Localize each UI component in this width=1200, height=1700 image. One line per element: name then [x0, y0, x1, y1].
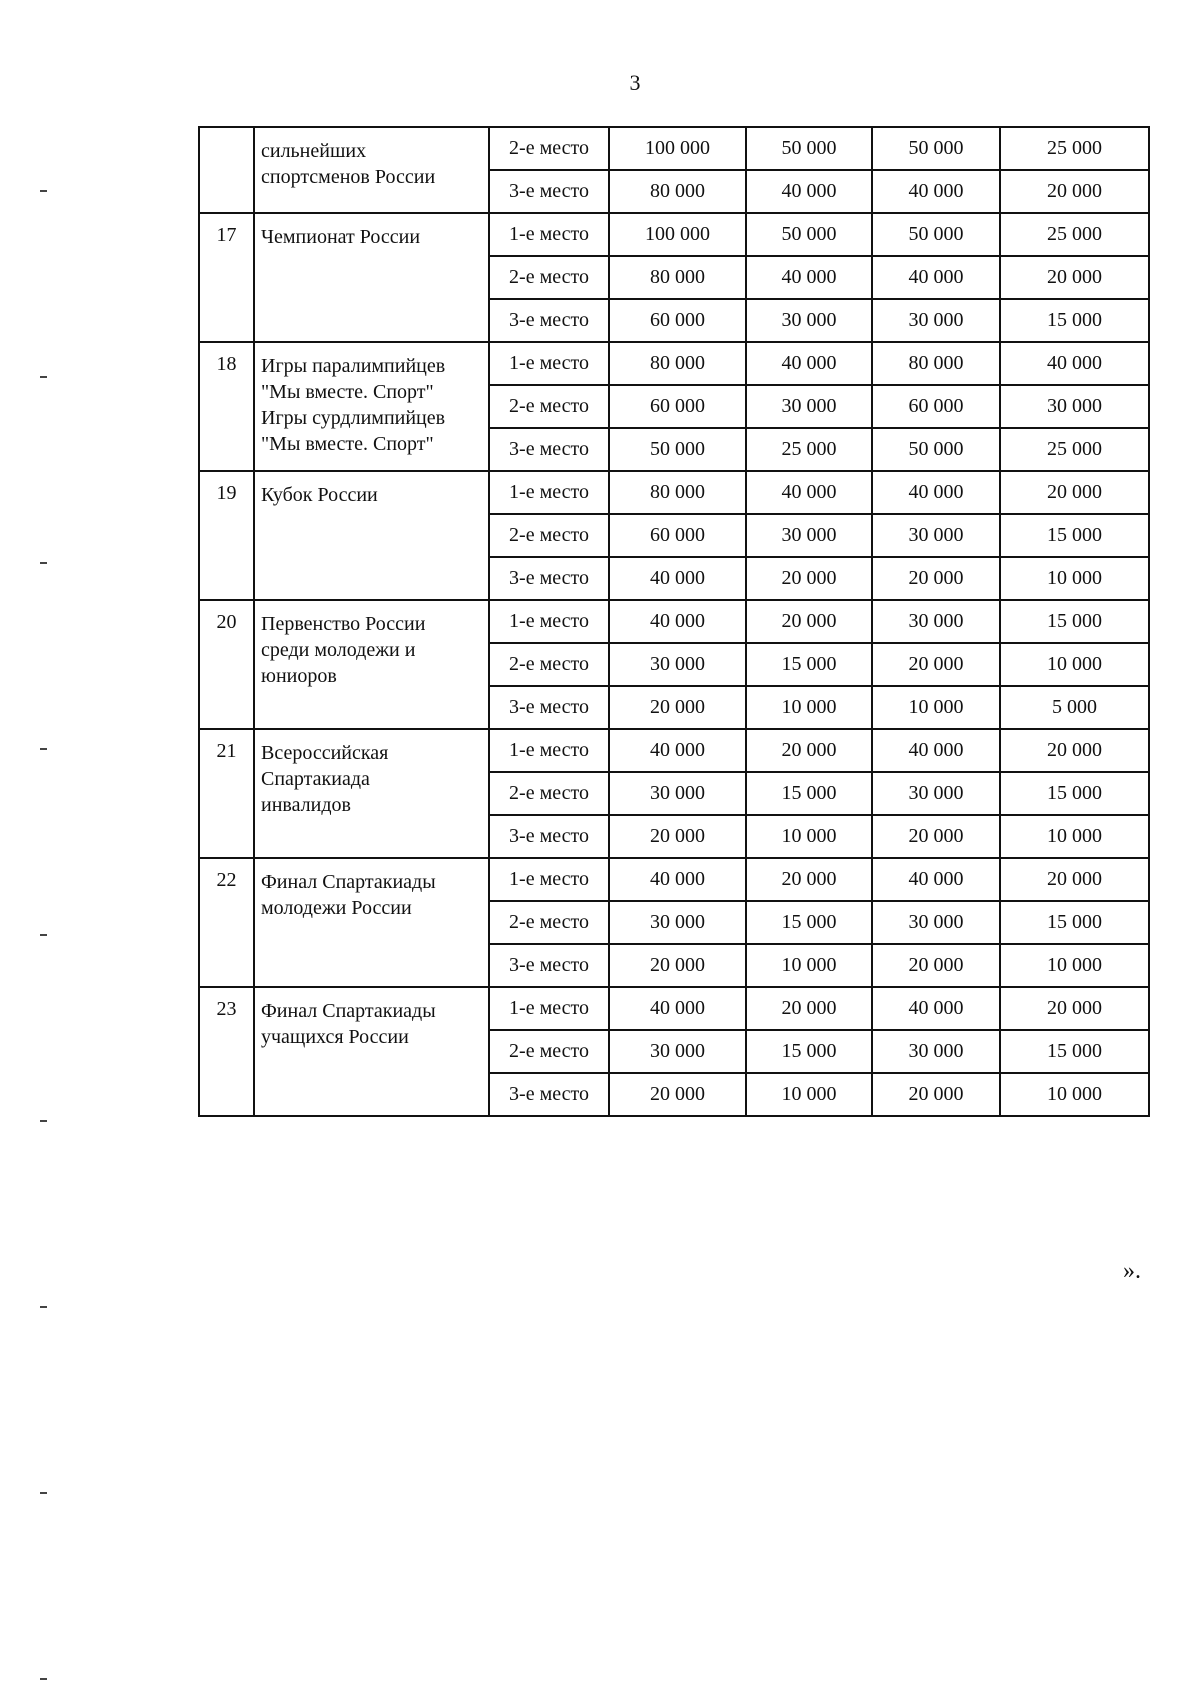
competition-name-cell: Игры паралимпийцев "Мы вместе. Спорт" Игры сурдлимпийцев "Мы вместе. Спорт": [254, 342, 489, 471]
amount-cell: 15 000: [746, 772, 872, 815]
place-cell: 1-е место: [489, 213, 609, 256]
amount-cell: 20 000: [746, 729, 872, 772]
amount-cell: 20 000: [609, 944, 746, 987]
amount-cell: 15 000: [1000, 600, 1149, 643]
competition-name-cell: Чемпионат России: [254, 213, 489, 342]
amount-cell: 80 000: [609, 342, 746, 385]
place-cell: 3-е место: [489, 686, 609, 729]
competition-name-cell: Всероссийская Спартакиада инвалидов: [254, 729, 489, 858]
place-cell: 3-е место: [489, 299, 609, 342]
amount-cell: 20 000: [872, 557, 1000, 600]
scan-speck: [40, 934, 47, 936]
amount-cell: 15 000: [746, 643, 872, 686]
closing-quote-mark: ».: [1123, 1258, 1141, 1284]
amount-cell: 40 000: [872, 170, 1000, 213]
scan-speck: [40, 748, 47, 750]
place-cell: 1-е место: [489, 987, 609, 1030]
amount-cell: 25 000: [1000, 428, 1149, 471]
amount-cell: 20 000: [872, 815, 1000, 858]
amount-cell: 40 000: [872, 987, 1000, 1030]
amount-cell: 50 000: [746, 127, 872, 170]
amount-cell: 20 000: [1000, 170, 1149, 213]
amount-cell: 40 000: [609, 987, 746, 1030]
amount-cell: 30 000: [746, 385, 872, 428]
amount-cell: 50 000: [872, 127, 1000, 170]
amount-cell: 40 000: [746, 170, 872, 213]
amount-cell: 10 000: [746, 1073, 872, 1116]
competition-name-cell: сильнейших спортсменов России: [254, 127, 489, 213]
amount-cell: 50 000: [872, 213, 1000, 256]
amount-cell: 30 000: [872, 299, 1000, 342]
amount-cell: 25 000: [746, 428, 872, 471]
amount-cell: 40 000: [609, 858, 746, 901]
row-number-cell: 22: [199, 858, 254, 987]
competition-name-cell: Финал Спартакиады молодежи России: [254, 858, 489, 987]
amount-cell: 60 000: [609, 299, 746, 342]
amount-cell: 40 000: [872, 858, 1000, 901]
amount-cell: 20 000: [1000, 471, 1149, 514]
place-cell: 3-е место: [489, 944, 609, 987]
amount-cell: 30 000: [1000, 385, 1149, 428]
amount-cell: 40 000: [746, 471, 872, 514]
amount-cell: 30 000: [872, 1030, 1000, 1073]
row-number-cell: 21: [199, 729, 254, 858]
amount-cell: 80 000: [872, 342, 1000, 385]
amount-cell: 10 000: [746, 815, 872, 858]
competition-name-cell: Кубок России: [254, 471, 489, 600]
amount-cell: 40 000: [746, 342, 872, 385]
amount-cell: 30 000: [872, 772, 1000, 815]
scan-speck: [40, 376, 47, 378]
competition-name-cell: Первенство России среди молодежи и юниоров: [254, 600, 489, 729]
table-row: [199, 729, 1149, 772]
row-number-cell: 20: [199, 600, 254, 729]
amount-cell: 40 000: [609, 729, 746, 772]
amount-cell: 50 000: [609, 428, 746, 471]
amount-cell: 20 000: [746, 987, 872, 1030]
amount-cell: 30 000: [609, 901, 746, 944]
scan-speck: [40, 1120, 47, 1122]
place-cell: 2-е место: [489, 1030, 609, 1073]
amount-cell: 30 000: [872, 901, 1000, 944]
table-row: [199, 342, 1149, 385]
amount-cell: 20 000: [746, 858, 872, 901]
amount-cell: 20 000: [609, 686, 746, 729]
amount-cell: 100 000: [609, 127, 746, 170]
amount-cell: 15 000: [746, 901, 872, 944]
place-cell: 2-е место: [489, 385, 609, 428]
amount-cell: 10 000: [746, 686, 872, 729]
place-cell: 1-е место: [489, 342, 609, 385]
place-cell: 3-е место: [489, 428, 609, 471]
amount-cell: 5 000: [1000, 686, 1149, 729]
amount-cell: 25 000: [1000, 213, 1149, 256]
amount-cell: 80 000: [609, 471, 746, 514]
scan-speck: [40, 1306, 47, 1308]
amount-cell: 40 000: [609, 600, 746, 643]
amount-cell: 10 000: [746, 944, 872, 987]
competition-name-cell: Финал Спартакиады учащихся России: [254, 987, 489, 1116]
amount-cell: 10 000: [1000, 557, 1149, 600]
scan-speck: [40, 562, 47, 564]
amount-cell: 20 000: [746, 557, 872, 600]
place-cell: 1-е место: [489, 729, 609, 772]
amount-cell: 10 000: [1000, 1073, 1149, 1116]
amount-cell: 15 000: [1000, 901, 1149, 944]
amount-cell: 30 000: [609, 643, 746, 686]
place-cell: 3-е место: [489, 557, 609, 600]
table-row: [199, 987, 1149, 1030]
amount-cell: 30 000: [746, 514, 872, 557]
place-cell: 1-е место: [489, 471, 609, 514]
amount-cell: 60 000: [872, 385, 1000, 428]
place-cell: 3-е место: [489, 815, 609, 858]
amount-cell: 15 000: [746, 1030, 872, 1073]
table-row: [199, 127, 1149, 170]
amount-cell: 10 000: [1000, 944, 1149, 987]
amount-cell: 30 000: [872, 600, 1000, 643]
scan-speck: [40, 1492, 47, 1494]
amount-cell: 80 000: [609, 170, 746, 213]
place-cell: 3-е место: [489, 170, 609, 213]
amount-cell: 40 000: [1000, 342, 1149, 385]
table-row: [199, 858, 1149, 901]
amount-cell: 15 000: [1000, 772, 1149, 815]
amount-cell: 20 000: [746, 600, 872, 643]
place-cell: 2-е место: [489, 643, 609, 686]
amount-cell: 20 000: [1000, 987, 1149, 1030]
row-number-cell: 19: [199, 471, 254, 600]
amount-cell: 80 000: [609, 256, 746, 299]
scan-speck: [40, 1678, 47, 1680]
amount-cell: 20 000: [1000, 256, 1149, 299]
amount-cell: 30 000: [609, 1030, 746, 1073]
amount-cell: 50 000: [746, 213, 872, 256]
amount-cell: 60 000: [609, 385, 746, 428]
amount-cell: 40 000: [746, 256, 872, 299]
place-cell: 2-е место: [489, 256, 609, 299]
place-cell: 1-е место: [489, 600, 609, 643]
amount-cell: 20 000: [872, 643, 1000, 686]
amount-cell: 40 000: [872, 471, 1000, 514]
place-cell: 2-е место: [489, 514, 609, 557]
place-cell: 2-е место: [489, 772, 609, 815]
amount-cell: 40 000: [609, 557, 746, 600]
amount-cell: 10 000: [1000, 815, 1149, 858]
amount-cell: 30 000: [609, 772, 746, 815]
amount-cell: 100 000: [609, 213, 746, 256]
amount-cell: 15 000: [1000, 1030, 1149, 1073]
table-row: [199, 600, 1149, 643]
amount-cell: 20 000: [1000, 858, 1149, 901]
amount-cell: 20 000: [609, 1073, 746, 1116]
table-row: [199, 213, 1149, 256]
place-cell: 1-е место: [489, 858, 609, 901]
amount-cell: 40 000: [872, 729, 1000, 772]
row-number-cell: 18: [199, 342, 254, 471]
amount-cell: 30 000: [746, 299, 872, 342]
amount-cell: 40 000: [872, 256, 1000, 299]
amount-cell: 50 000: [872, 428, 1000, 471]
scan-speck: [40, 190, 47, 192]
amount-cell: 20 000: [872, 1073, 1000, 1116]
page-number: 3: [629, 70, 641, 95]
amount-cell: 30 000: [872, 514, 1000, 557]
awards-table-body: [199, 127, 1149, 1116]
table-row: [199, 471, 1149, 514]
amount-cell: 20 000: [609, 815, 746, 858]
place-cell: 3-е место: [489, 1073, 609, 1116]
amount-cell: 15 000: [1000, 299, 1149, 342]
amount-cell: 60 000: [609, 514, 746, 557]
row-number-cell: 23: [199, 987, 254, 1116]
amount-cell: 10 000: [872, 686, 1000, 729]
row-number-cell: 17: [199, 213, 254, 342]
amount-cell: 20 000: [1000, 729, 1149, 772]
amount-cell: 25 000: [1000, 127, 1149, 170]
place-cell: 2-е место: [489, 127, 609, 170]
row-number-cell: [199, 127, 254, 213]
amount-cell: 20 000: [872, 944, 1000, 987]
place-cell: 2-е место: [489, 901, 609, 944]
amount-cell: 10 000: [1000, 643, 1149, 686]
awards-table: [198, 126, 1150, 1117]
amount-cell: 15 000: [1000, 514, 1149, 557]
